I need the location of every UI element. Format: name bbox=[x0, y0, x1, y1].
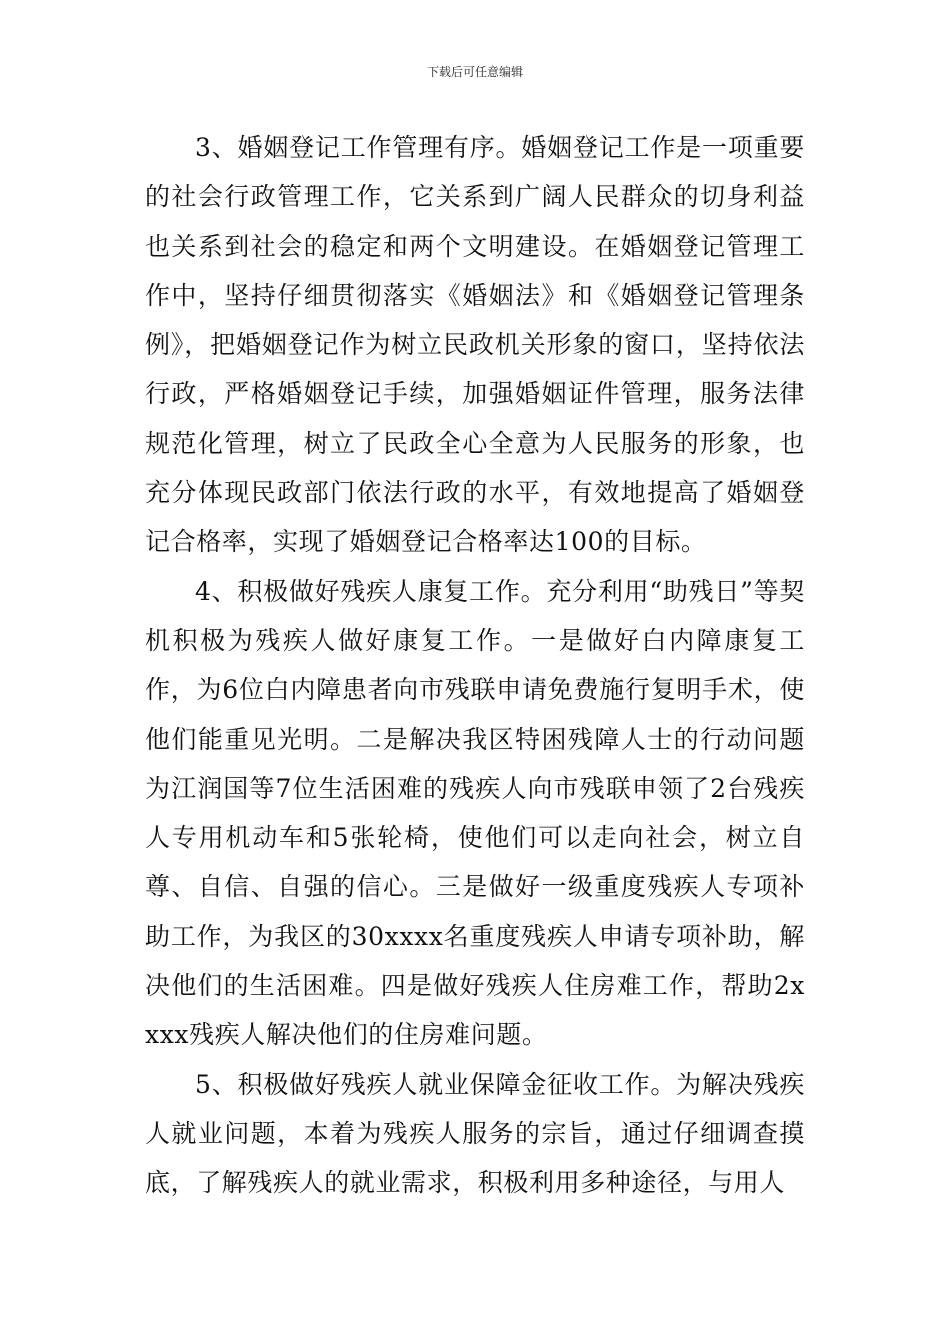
document-body bbox=[145, 123, 805, 1208]
page-header: 下载后可任意编辑 bbox=[426, 65, 523, 79]
paragraph-disability-rehabilitation: 4、积极做好残疾人康复工作。充分利用“助残日”等契机积极为残疾人做好康复工作。一是做好白内障康复工作，为6位白内障患者向市残联申请免费施行复明手术，使他们能重见光明。二是解决我区特困残障人士的行动问题为江润国等7位生活困难的残疾人向市残联申领了2台残疾人专用机动车和5张轮椅，使他们可以走向社会，树立自尊、自信、自强的信心。三是做好一级重度残疾人专项补助工作，为我区的30xxxx名重度残疾人申请专项补助，解决他们的生活困难。四是做好残疾人住房难工作，帮助2xxxx残疾人解决他们的住房难问题。 bbox=[145, 576, 805, 1050]
paragraph-employment-security-fund: 5、积极做好残疾人就业保障金征收工作。为解决残疾人就业问题，本着为残疾人服务的宗旨，通过仔细调查摸底，了解残疾人的就业需求，积极利用多种途径，与用人 bbox=[145, 1069, 805, 1198]
paragraph-marriage-registration: 3、婚姻登记工作管理有序。婚姻登记工作是一项重要的社会行政管理工作，它关系到广阔人民群众的切身利益也关系到社会的稳定和两个文明建设。在婚姻登记管理工作中，坚持仔细贯彻落实《婚姻法》和《婚姻登记管理条例》，把婚姻登记作为树立民政机关形象的窗口，坚持依法行政，严格婚姻登记手续，加强婚姻证件管理，服务法律规范化管理，树立了民政全心全意为人民服务的形象，也充分体现民政部门依法行政的水平，有效地提高了婚姻登记合格率，实现了婚姻登记合格率达100的目标。 bbox=[145, 133, 805, 557]
